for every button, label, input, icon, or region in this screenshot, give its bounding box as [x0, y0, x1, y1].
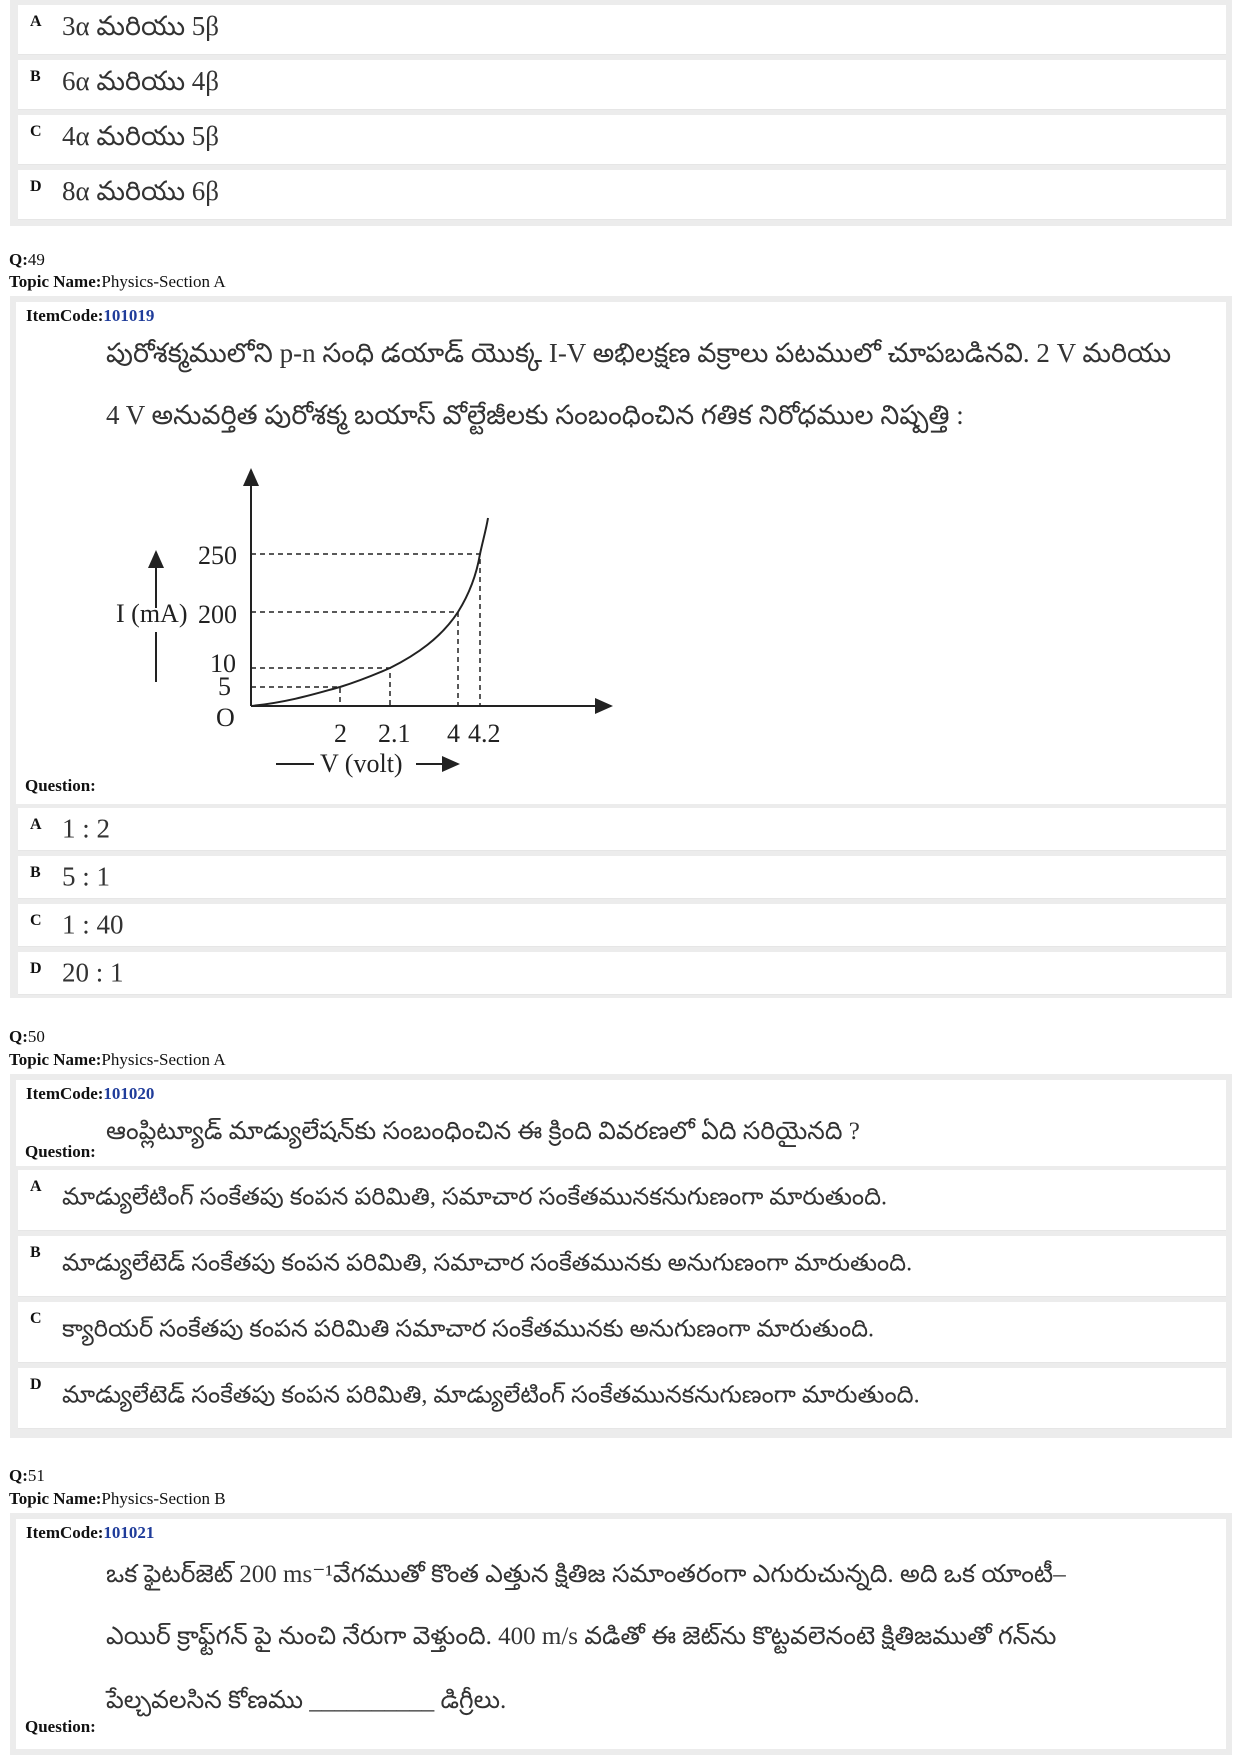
- item-code: ItemCode:101019: [26, 306, 155, 325]
- question-text-line: పేల్చవలసిన కోణము __________ డిగ్రీలు.: [106, 1687, 507, 1714]
- q48-option-a[interactable]: [18, 5, 1226, 55]
- option-text: మాడ్యులేటెడ్ సంకేతపు కంపన పరిమితి, సమాచార సంకేతమునకు అనుగుణంగా మారుతుంది.: [62, 1250, 913, 1277]
- q48-options: [10, 0, 1232, 226]
- question-label: Question:: [25, 1142, 96, 1161]
- guide-250: [251, 554, 480, 706]
- y-tick-label: 250: [198, 541, 237, 570]
- q49-number: Q:49: [9, 250, 45, 269]
- y-tick-label: 10: [210, 649, 236, 678]
- option-text: 8α మరియు 6β: [62, 175, 220, 206]
- x-tick-label: 2.1: [378, 719, 411, 748]
- option-letter: B: [30, 1244, 41, 1261]
- option-letter: D: [30, 960, 42, 977]
- item-code: ItemCode:101021: [26, 1523, 155, 1542]
- option-letter: C: [30, 912, 42, 929]
- x-tick-label: 4.2: [468, 719, 501, 748]
- q50-option-d[interactable]: [18, 1368, 1226, 1429]
- option-text: మాడ్యులేటెడ్ సంకేతపు కంపన పరిమితి, మాడ్యులేటింగ్ సంకేతమునకనుగుణంగా మారుతుంది.: [62, 1382, 920, 1409]
- q51-topic: Topic Name:Physics-Section B: [9, 1489, 226, 1508]
- q49-question-box: [10, 296, 1232, 804]
- q50-topic: Topic Name:Physics-Section A: [9, 1050, 226, 1069]
- q48-option-c[interactable]: [18, 115, 1226, 165]
- y-tick-label: 200: [198, 600, 237, 629]
- q49-topic: Topic Name:Physics-Section A: [9, 272, 226, 291]
- q50-option-b[interactable]: [18, 1236, 1226, 1297]
- q50-option-c[interactable]: [18, 1302, 1226, 1363]
- q49-options: [10, 804, 1232, 998]
- option-letter: D: [30, 1376, 42, 1393]
- option-letter: A: [30, 13, 42, 30]
- question-text-line: పురోశక్మములోని p-n సంధి డయాడ్ యొక్క I-V అభిలక్షణ వక్రాలు పటములో చూపబడినవి. 2 V మరియు: [106, 338, 1172, 368]
- origin-label: O: [216, 703, 235, 732]
- question-text-line: ఆంప్లిట్యూడ్ మాడ్యులేషన్‌కు సంబంధించిన ఈ క్రింది వివరణలో ఏది సరియైనది ?: [106, 1118, 860, 1145]
- option-text: మాడ్యులేటింగ్ సంకేతపు కంపన పరిమితి, సమాచార సంకేతమునకనుగుణంగా మారుతుంది.: [62, 1184, 888, 1211]
- option-text: 6α మరియు 4β: [62, 65, 220, 96]
- option-letter: B: [30, 68, 41, 85]
- q49-option-a[interactable]: [18, 808, 1226, 851]
- question-label: Question:: [25, 1717, 96, 1736]
- question-text-line: ఒక ఫైటర్‌జెట్ 200 ms⁻¹వేగముతో కొంత ఎత్తున క్షితిజ సమాంతరంగా ఎగురుచున్నది. అది ఒక యాంటీ–: [106, 1561, 1066, 1588]
- question-text-line: 4 V అనువర్తిత పురోశక్మ బయాస్ వోల్టేజీలకు సంబంధించిన గతిక నిరోధముల నిష్పత్తి :: [106, 400, 964, 430]
- option-text: 5 : 1: [62, 861, 111, 892]
- option-text: 20 : 1: [62, 957, 124, 988]
- option-letter: A: [30, 1178, 42, 1195]
- y-tick-label: 5: [218, 672, 231, 701]
- q51-number: Q:51: [9, 1466, 45, 1485]
- guide-200: [251, 612, 458, 706]
- question-label: Question:: [25, 776, 96, 795]
- option-text: 1 : 2: [62, 813, 111, 844]
- q51-question-box: [10, 1513, 1232, 1755]
- q50-option-a[interactable]: [18, 1170, 1226, 1231]
- option-text: క్యారియర్ సంకేతపు కంపన పరిమితి సమాచార సంకేతమునకు అనుగుణంగా మారుతుంది.: [62, 1316, 875, 1343]
- item-code: ItemCode:101020: [26, 1084, 155, 1103]
- q49-option-c[interactable]: [18, 904, 1226, 947]
- option-text: 1 : 40: [62, 909, 124, 940]
- q49-option-d[interactable]: [18, 952, 1226, 995]
- x-tick-label: 2: [334, 719, 347, 748]
- q50-number: Q:50: [9, 1027, 45, 1046]
- q48-option-b[interactable]: [18, 60, 1226, 110]
- iv-characteristic-figure: [106, 460, 626, 790]
- option-letter: D: [30, 178, 42, 195]
- option-text: 4α మరియు 5β: [62, 120, 220, 151]
- option-text: 3α మరియు 5β: [62, 10, 220, 41]
- option-letter: B: [30, 864, 41, 881]
- x-axis-label: V (volt): [320, 749, 403, 778]
- y-axis-label: I (mA): [116, 599, 188, 628]
- q48-option-d[interactable]: [18, 170, 1226, 220]
- x-tick-label: 4: [447, 719, 460, 748]
- question-text-line: ఎయిర్ క్రాఫ్ట్‌గన్ పై నుంచి నేరుగా వెళ్తుంది. 400 m/s వడితో ఈ జెట్‌ను కొట్టవలెనంటె క్షితిజముతో గన్‌ను: [106, 1623, 1057, 1650]
- option-letter: C: [30, 1310, 42, 1327]
- option-letter: A: [30, 816, 42, 833]
- option-letter: C: [30, 123, 42, 140]
- q50-question-box: [10, 1074, 1232, 1166]
- q50-options: [10, 1166, 1232, 1438]
- q49-option-b[interactable]: [18, 856, 1226, 899]
